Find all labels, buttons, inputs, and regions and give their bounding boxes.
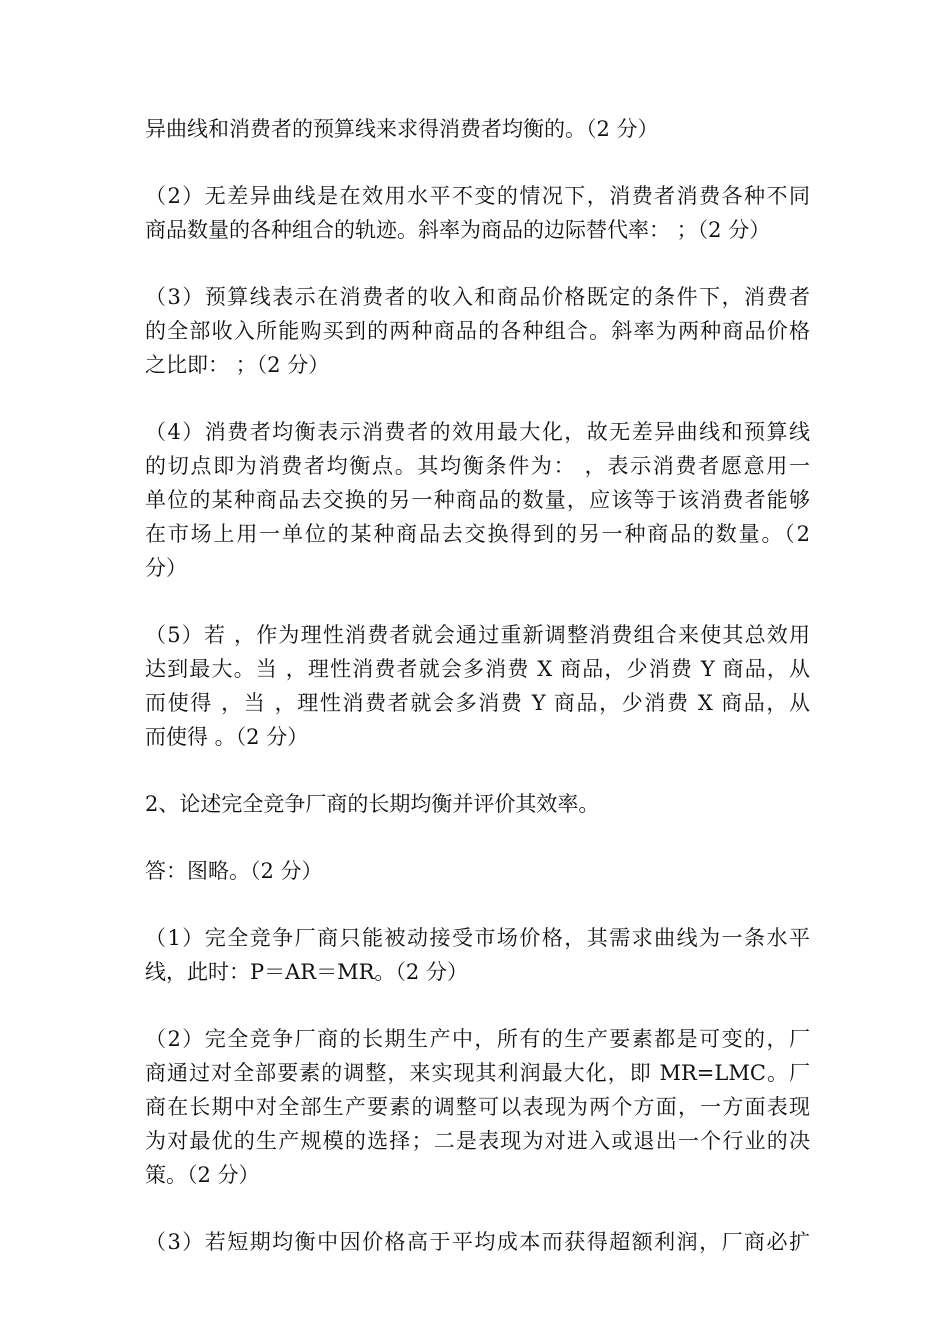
text-line: （1）完全竞争厂商只能被动接受市场价格，其需求曲线为一条水平 [145, 926, 810, 950]
text-line: 商通过对全部要素的调整，来实现其利润最大化，即 MR=LMC。厂 [145, 1061, 810, 1085]
text-line: 2、论述完全竞争厂商的长期均衡并评价其效率。 [145, 792, 600, 816]
text-line: 单位的某种商品去交换的另一种商品的数量，应该等于该消费者能够 [145, 488, 810, 512]
text-line: （4）消费者均衡表示消费者的效用最大化，故无差异曲线和预算线 [145, 420, 810, 444]
paragraph [145, 112, 810, 146]
text-line: 商品数量的各种组合的轨迹。斜率为商品的边际替代率： ；（2 分） [145, 218, 771, 242]
text-line: 线，此时：P＝AR＝MR。（2 分） [145, 960, 468, 984]
text-line: 而使得 。（2 分） [145, 725, 309, 749]
text-line: 的全部收入所能购买到的两种商品的各种组合。斜率为两种商品价格 [145, 319, 810, 343]
question-heading [145, 787, 810, 821]
paragraph [145, 415, 810, 585]
text-line: 为对最优的生产规模的选择；二是表现为对进入或退出一个行业的决 [145, 1129, 810, 1153]
paragraph [145, 179, 810, 247]
paragraph [145, 921, 810, 989]
text-line: 之比即： ；（2 分） [145, 353, 330, 377]
text-line: 而使得 ，当 ，理性消费者就会多消费 Y 商品，少消费 X 商品，从 [145, 691, 810, 715]
text-line: 商在长期中对全部生产要素的调整可以表现为两个方面，一方面表现 [145, 1095, 810, 1119]
paragraph [145, 1022, 810, 1192]
answer-intro [145, 854, 810, 888]
text-line: （2）无差异曲线是在效用水平不变的情况下，消费者消费各种不同 [145, 184, 810, 208]
text-line: 分） [145, 556, 187, 580]
text-line: （2）完全竞争厂商的长期生产中，所有的生产要素都是可变的，厂 [145, 1027, 810, 1051]
text-line: （3）预算线表示在消费者的收入和商品价格既定的条件下，消费者 [145, 285, 810, 309]
text-line: 答：图略。（2 分） [145, 859, 323, 883]
paragraph [145, 280, 810, 382]
paragraph [145, 1225, 810, 1259]
text-line: 达到最大。当 ，理性消费者就会多消费 X 商品，少消费 Y 商品，从 [145, 657, 810, 681]
paragraph [145, 618, 810, 754]
text-line: （5）若 ，作为理性消费者就会通过重新调整消费组合来使其总效用 [145, 623, 810, 647]
text-line: （3）若短期均衡中因价格高于平均成本而获得超额利润，厂商必扩 [145, 1230, 810, 1254]
text-line: 异曲线和消费者的预算线来求得消费者均衡的。（2 分） [145, 117, 659, 141]
document-body [145, 112, 810, 1292]
text-line: 在市场上用一单位的某种商品去交换得到的另一种商品的数量。（2 [145, 522, 810, 546]
text-line: 策。（2 分） [145, 1163, 260, 1187]
text-line: 的切点即为消费者均衡点。其均衡条件为： ，表示消费者愿意用一 [145, 454, 810, 478]
